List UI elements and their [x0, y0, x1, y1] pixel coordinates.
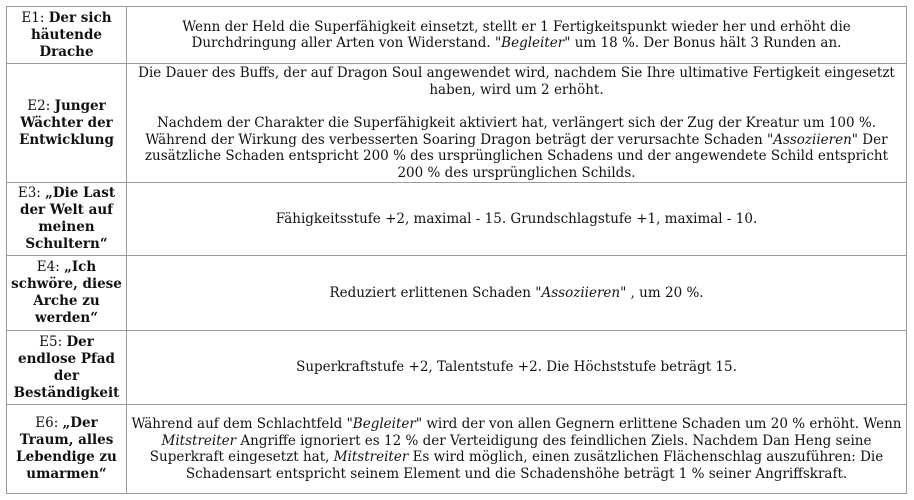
table-row — [7, 64, 907, 183]
row-id: E3: — [17, 185, 41, 201]
description-emphasis: Mitstreiter — [333, 449, 409, 465]
table-row — [7, 331, 907, 405]
row-label-cell — [7, 256, 127, 331]
eidolon-table-wrapper — [6, 6, 907, 494]
row-title: „Der Traum, alles Lebendige zu umarmen“ — [16, 415, 117, 482]
table-row — [7, 183, 907, 256]
row-description-cell — [127, 64, 907, 183]
row-id: E1: — [21, 9, 45, 26]
row-description-cell — [127, 331, 907, 405]
row-title: Der endlose Pfad der Beständigkeit — [13, 333, 120, 401]
table-row — [7, 256, 907, 331]
description-text: , um 20 %. — [626, 284, 704, 301]
description-text: Wenn der Held die Superfähigkeit einsetzt, stellt er 1 Fertigkeitspunkt wieder her und erhöht die Durchdringung aller Arten von Widerstand. — [182, 18, 851, 51]
description-text: um 18 %. Der Bonus hält 3 Runden an. — [570, 35, 842, 51]
row-label-cell — [7, 7, 127, 64]
description-text: Es wird möglich, einen zusätzlichen Flächenschlag auszuführen: Die Schadensart entspricht seinem Element und die Schadenshöhe beträgt 1 % seiner Angriffskraft. — [185, 449, 884, 482]
description-text: Fähigkeitsstufe +2, maximal - 15. Grundschlagstufe +1, maximal - 10. — [275, 210, 758, 227]
description-text: Superkraftstufe +2, Talentstufe +2. Die Höchststufe beträgt 15. — [296, 359, 737, 376]
row-label-cell — [7, 64, 127, 183]
row-title: Der sich häutende Drache — [30, 9, 112, 60]
row-title: Junger Wächter der Entwicklung — [19, 97, 114, 148]
row-id: E2: — [27, 97, 51, 114]
row-id: E6: — [35, 415, 59, 431]
description-text: Während auf dem Schlachtfeld — [131, 416, 347, 432]
row-description-cell — [127, 256, 907, 331]
description-text: Angriffe ignoriert es 12 % der Verteidigung des feindlichen Ziels. Nachdem Dan Heng seine Superkraft eingesetzt hat, — [149, 432, 872, 465]
eidolon-table — [6, 6, 907, 494]
table-row — [7, 7, 907, 64]
row-description-cell — [127, 7, 907, 64]
table-row — [7, 405, 907, 494]
row-description-cell — [127, 183, 907, 256]
description-paragraph: Die Dauer des Buffs, der auf Dragon Soul angewendet wird, nachdem Sie Ihre ultimative Fertigkeit eingesetzt haben, wird um 2 erhöht. — [138, 65, 895, 98]
description-text: Der zusätzliche Schaden entspricht 200 % des ursprünglichen Schadens und der angewendete Schild entspricht 200 % des ursprünglichen Schilds. — [144, 131, 889, 181]
row-label-cell — [7, 183, 127, 256]
row-label-cell — [7, 405, 127, 494]
description-emphasis: "Begleiter" — [494, 35, 571, 51]
row-id: E5: — [39, 333, 63, 350]
row-title: „Ich schwöre, diese Arche zu werden“ — [11, 259, 122, 326]
description-text: Nachdem der Charakter die Superfähigkeit aktiviert hat, verlängert sich der Zug der Kreatur um 100 %. Während der Wirkung des verbesserten Soaring Dragon beträgt der verursachte Schaden — [145, 115, 876, 148]
description-paragraph — [131, 115, 902, 181]
description-emphasis: "Begleiter" — [346, 416, 423, 432]
description-emphasis: Mitstreiter — [161, 432, 237, 449]
description-emphasis: "Assoziieren" — [535, 284, 627, 301]
row-title: „Die Last der Welt auf meinen Schultern“ — [20, 185, 116, 252]
row-label-cell — [7, 331, 127, 405]
description-text: Reduziert erlittenen Schaden — [329, 284, 536, 301]
paragraph-gap — [131, 98, 902, 115]
row-id: E4: — [36, 259, 60, 275]
description-emphasis: "Assoziieren" — [766, 131, 859, 148]
row-description-cell — [127, 405, 907, 494]
description-text: wird der von allen Gegnern erlittene Schaden um 20 % erhöht. Wenn — [422, 416, 902, 432]
